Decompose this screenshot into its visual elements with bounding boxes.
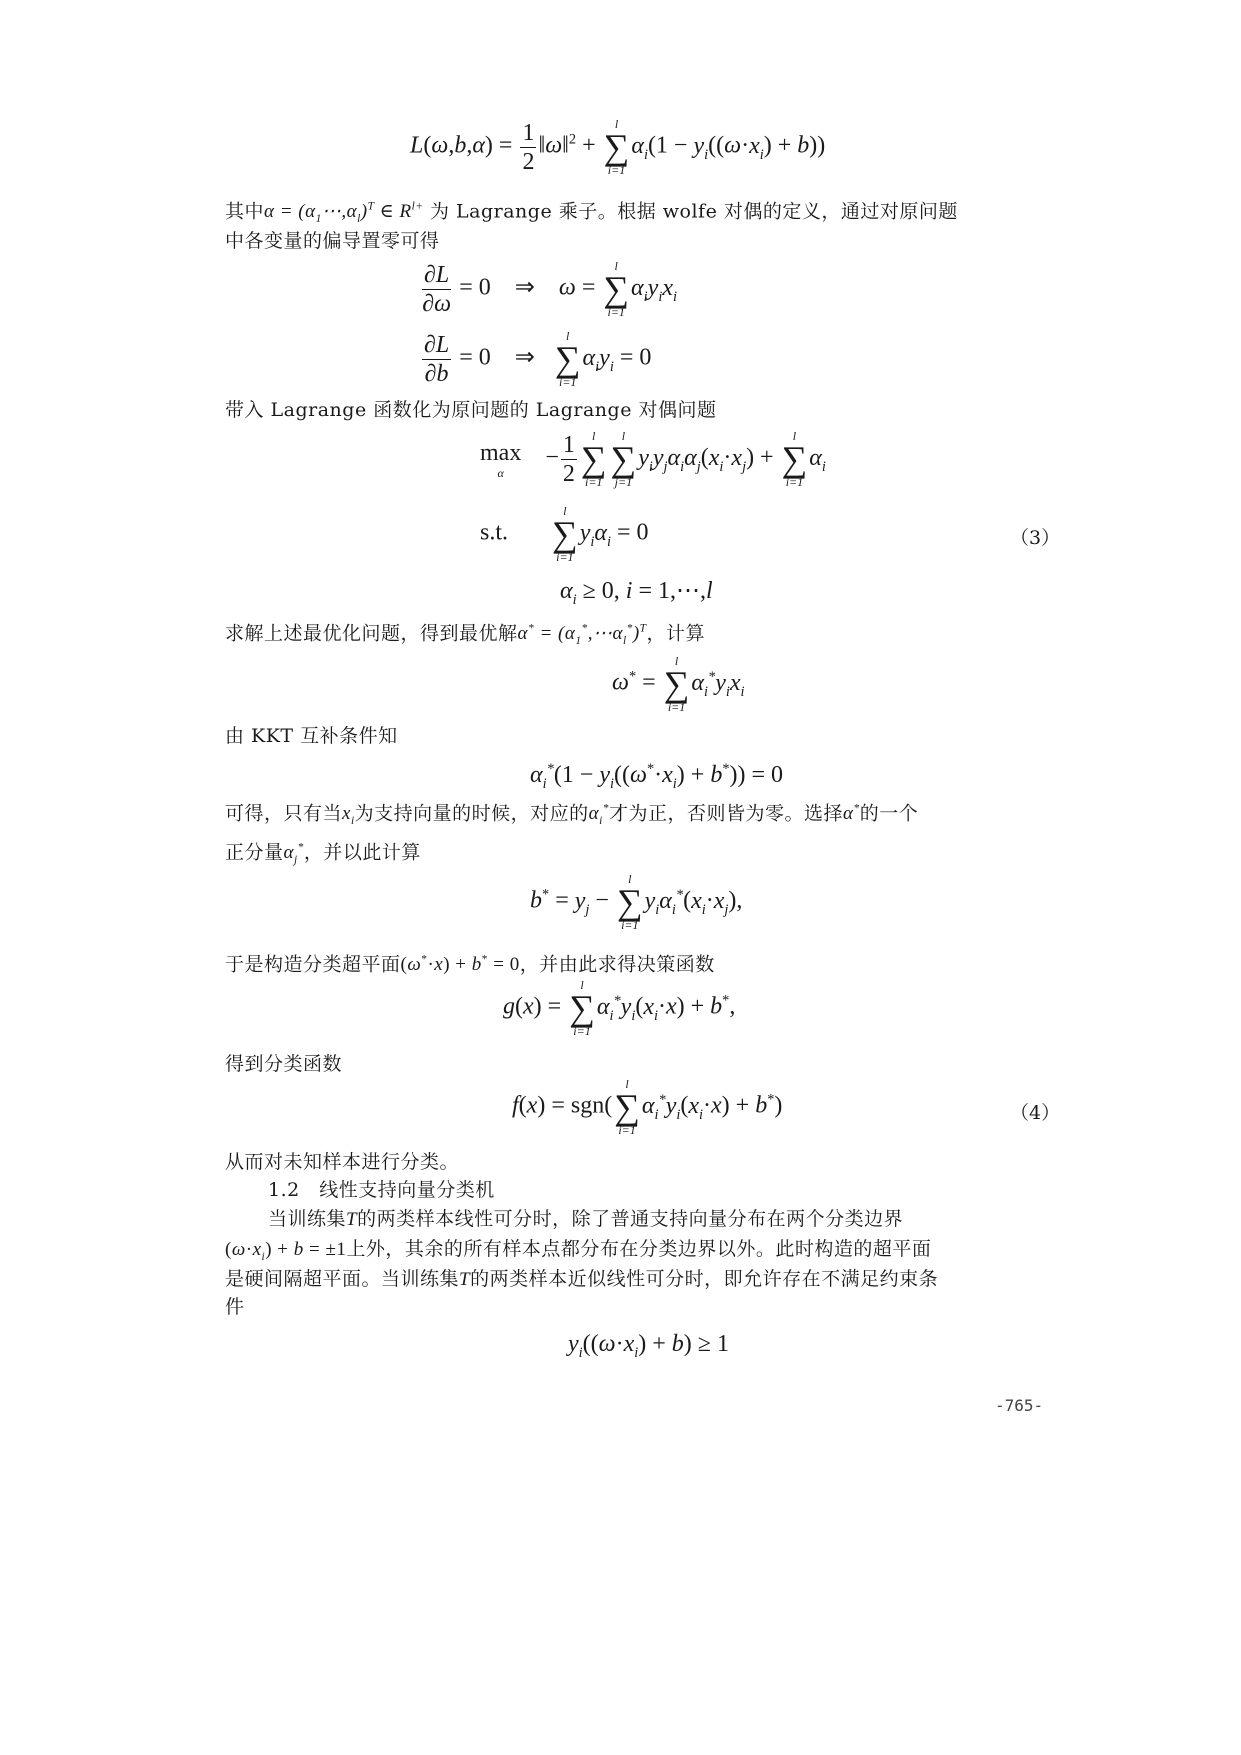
paragraph-hard-margin: 是硬间隔超平面。当训练集T的两类样本近似线性可分时，即允许存在不满足约束条: [225, 1268, 939, 1290]
equation-classifier-f: f(x) = sgn( l ∑ i=1 $\alpha_i^*y_i(x_i\cdot x) + b^*$): [512, 1077, 783, 1137]
paragraph-partial: 中各变量的偏导置零可得: [225, 230, 440, 252]
section-heading: 1.2 线性支持向量分类机: [268, 1179, 495, 1201]
equation-partial-omega: $\frac{\partial L}{\partial\omega}$ = 0 ⇒ ω = l ∑ i=1 $\alpha_iy_ix_i$: [422, 259, 677, 319]
paragraph-solve: 求解上述最优化问题，得到最优解$\alpha^* = (\alpha_1^*,\cdots\alpha_l^*)^T$，计算: [225, 622, 706, 648]
equation-dual-objective: max α − $\frac{1}{2}$ l ∑ i=1 l ∑ j=1 $y_iy_j\alpha_i\alpha_j(x_i\cdot x_j)$ + l ∑ i=1 $\alpha_i$: [480, 429, 826, 489]
inline-math-alpha-vector: $\alpha = (\alpha_1\cdots,\alpha_l)^T$ ∈ $R^{l+}$: [264, 201, 424, 226]
paragraph-conclusion: 从而对未知样本进行分类。: [225, 1151, 460, 1173]
paragraph-positive-component: 正分量$\alpha_j^*$，并以此计算: [225, 841, 421, 867]
paragraph-boundary: $(\omega\cdot x_i) + b = \pm 1$上外，其余的所有样本点都分布在分类边界以外。此时构造的超平面: [225, 1238, 932, 1263]
equation-number-3: （3）: [1010, 527, 1061, 549]
paragraph-condition: 件: [225, 1296, 245, 1318]
equation-margin-constraint: $y_i((\omega\cdot x_i) + b) \ge 1$: [568, 1331, 729, 1361]
equation-dual-constraint-1: s.t. l ∑ i=1 $y_i\alpha_i = 0$: [480, 504, 649, 564]
equation-decision-g: g(x) = l ∑ i=1 $\alpha_i^*y_i(x_i\cdot x) + b^*$,: [503, 978, 736, 1038]
inline-math-alpha-star: $\alpha^* = (\alpha_1^*,\cdots\alpha_l^*)^T$: [517, 623, 647, 648]
paragraph-multiplier: 其中$\alpha = (\alpha_1\cdots,\alpha_l)^T$ ∈ $R^{l+}$ 为 Lagrange 乘子。根据 wolfe 对偶的定义，通过对原问题: [225, 200, 958, 226]
paragraph-classification: 得到分类函数: [225, 1053, 343, 1075]
equation-b-star: $b^* = y_j$ − l ∑ i=1 $y_i\alpha_i^*(x_i\cdot x_j)$,: [530, 872, 743, 932]
equation-number-4: （4）: [1010, 1102, 1061, 1124]
equation-partial-b: $\frac{\partial L}{\partial b}$ = 0 ⇒ l ∑ i=1 $\alpha_iy_i = 0$: [424, 329, 652, 389]
equation-kkt: $\alpha_i^*(1 - y_i((\omega^*\cdot x_i) + b^*)) = 0$: [530, 761, 784, 792]
equation-omega-star: ω* = l ∑ i=1 $\alpha_i^*y_ix_i$: [612, 654, 745, 714]
paragraph-linear-separable: 当训练集T的两类样本线性可分时，除了普通支持向量分布在两个分类边界: [268, 1208, 904, 1230]
equation-dual-constraint-2: $\alpha_i \ge 0$, i = 1,⋯,l: [560, 578, 713, 608]
paragraph-support-vectors: 可得，只有当$x_i$为支持向量的时候，对应的$\alpha_i^*$才为正，否则皆为零。选择α*的一个: [225, 802, 919, 828]
page-number: -765-: [995, 1396, 1044, 1415]
paragraph-dual: 带入 Lagrange 函数化为原问题的 Lagrange 对偶问题: [225, 399, 717, 421]
equation-lagrangian: L(ω,b,α) = $\frac{1}{2}$ ‖ω‖$^2$ + l ∑ i=1 $\alpha_i(1 - y_i((\omega\cdot x_i) + b))$: [410, 117, 826, 177]
paragraph-hyperplane: 于是构造分类超平面(ω*·x) + b* = 0，并由此求得决策函数: [225, 953, 715, 976]
paragraph-kkt: 由 KKT 互补条件知: [225, 725, 398, 747]
